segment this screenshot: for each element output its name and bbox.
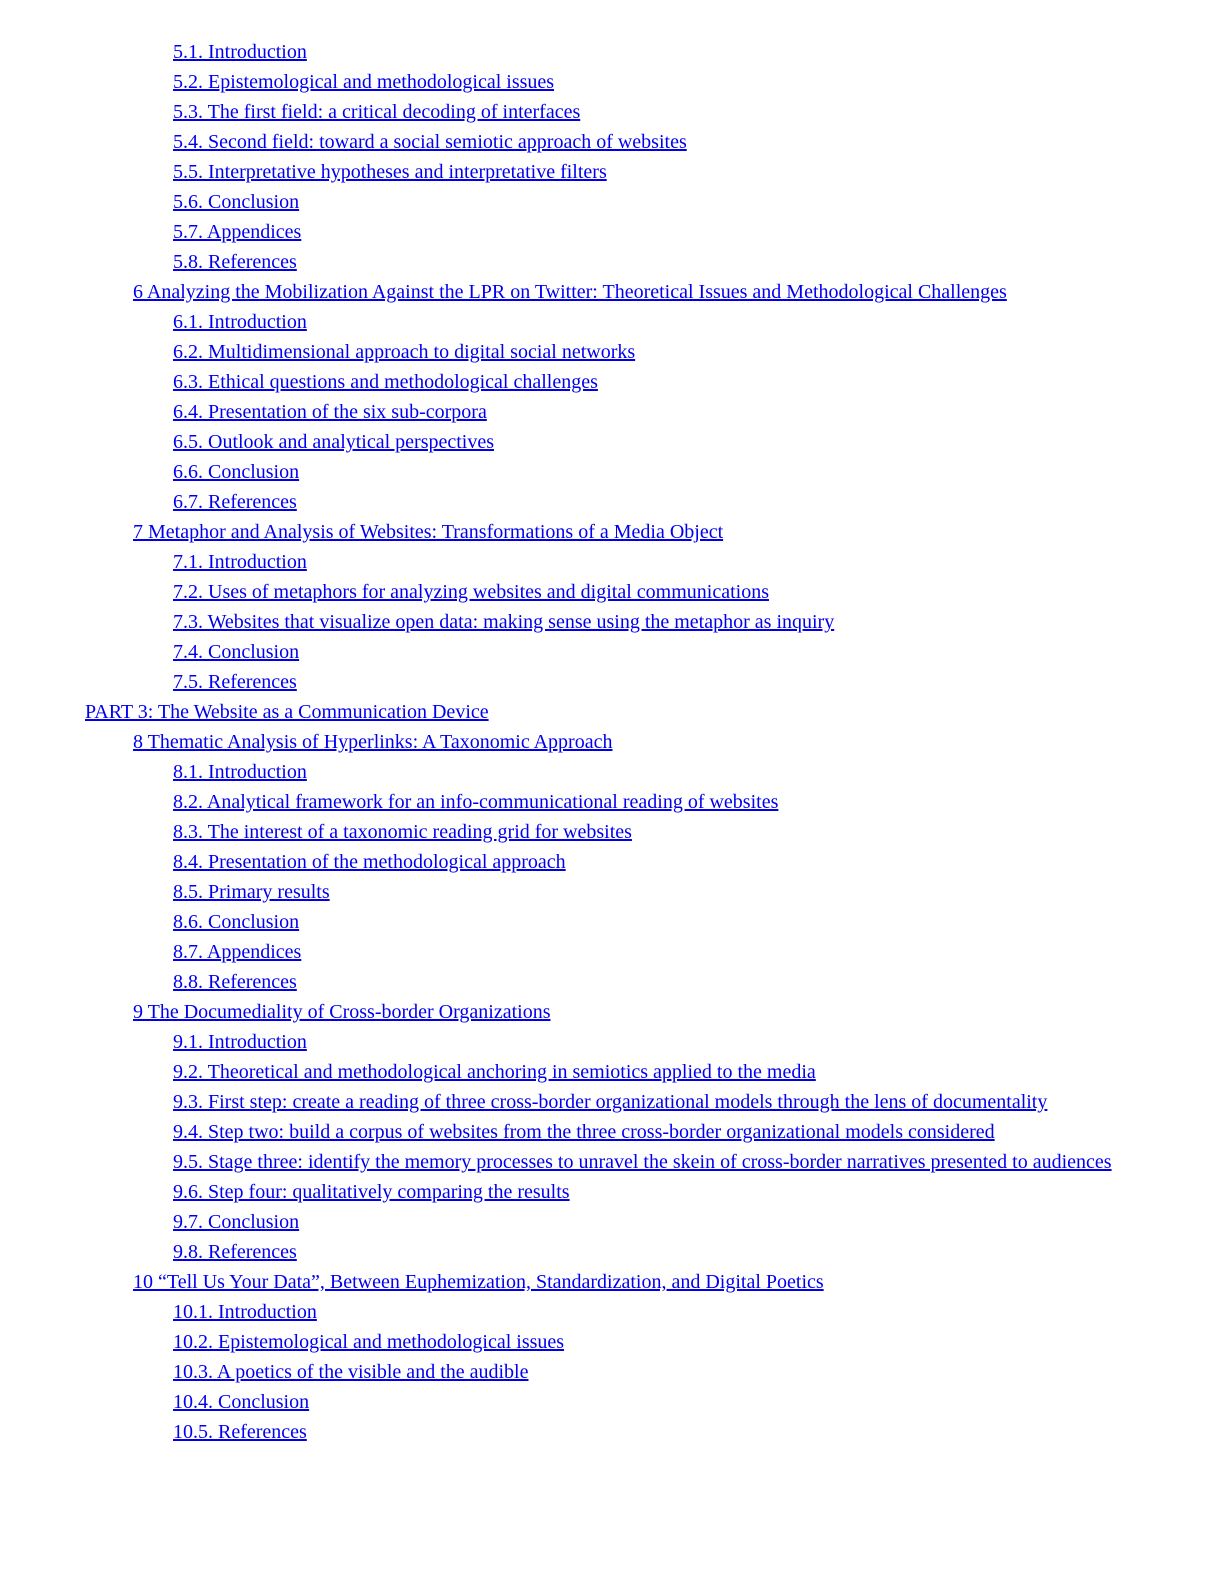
toc-entry <box>173 1210 1164 1234</box>
toc-entry <box>173 880 1164 904</box>
toc-link[interactable]: 9.3. First step: create a reading of three cross-border organizational models through the lens of documentality <box>173 1091 1048 1113</box>
toc-entry <box>173 580 1164 604</box>
toc-link[interactable]: 10.1. Introduction <box>173 1301 317 1323</box>
toc-entry <box>173 1390 1164 1414</box>
toc-link[interactable]: 10.2. Epistemological and methodological issues <box>173 1331 565 1353</box>
toc-link[interactable]: 8.8. References <box>173 971 297 993</box>
toc-entry <box>173 1360 1164 1384</box>
table-of-contents <box>85 40 1164 1444</box>
toc-link[interactable]: 8.3. The interest of a taxonomic reading grid for websites <box>173 821 632 843</box>
toc-link[interactable]: 6.3. Ethical questions and methodological challenges <box>173 371 598 393</box>
toc-link[interactable]: 9.8. References <box>173 1241 297 1263</box>
toc-entry <box>173 1420 1164 1444</box>
toc-link[interactable]: 8.1. Introduction <box>173 761 307 783</box>
toc-link[interactable]: 8.4. Presentation of the methodological approach <box>173 851 566 873</box>
toc-link[interactable]: 5.7. Appendices <box>173 221 302 243</box>
toc-entry <box>173 640 1164 664</box>
toc-entry <box>173 760 1164 784</box>
toc-link[interactable]: 10.4. Conclusion <box>173 1391 310 1413</box>
toc-link[interactable]: 9.1. Introduction <box>173 1031 307 1053</box>
toc-entry <box>173 1060 1164 1084</box>
toc-entry <box>173 610 1164 634</box>
toc-link[interactable]: 5.3. The first field: a critical decoding of interfaces <box>173 101 581 123</box>
toc-entry <box>133 280 1164 304</box>
toc-link[interactable]: 8.7. Appendices <box>173 941 302 963</box>
toc-entry <box>173 1330 1164 1354</box>
toc-link[interactable]: 8.2. Analytical framework for an info-communicational reading of websites <box>173 791 779 813</box>
toc-entry <box>133 1000 1164 1024</box>
toc-link[interactable]: 8.6. Conclusion <box>173 911 300 933</box>
toc-entry <box>173 790 1164 814</box>
toc-entry <box>173 970 1164 994</box>
toc-link[interactable]: 6.1. Introduction <box>173 311 307 333</box>
toc-entry <box>173 250 1164 274</box>
toc-link[interactable]: 5.4. Second field: toward a social semiotic approach of websites <box>173 131 687 153</box>
toc-link[interactable]: 6.7. References <box>173 491 297 513</box>
toc-entry <box>173 1090 1164 1114</box>
toc-link[interactable]: 6 Analyzing the Mobilization Against the LPR on Twitter: Theoretical Issues and Methodological Challenges <box>133 281 1007 303</box>
toc-entry <box>173 1120 1164 1144</box>
toc-link[interactable]: 5.6. Conclusion <box>173 191 300 213</box>
toc-link[interactable]: PART 3: The Website as a Communication Device <box>85 701 489 723</box>
toc-link[interactable]: 6.4. Presentation of the six sub-corpora <box>173 401 487 423</box>
toc-entry <box>173 550 1164 574</box>
toc-link[interactable]: 6.5. Outlook and analytical perspectives <box>173 431 495 453</box>
toc-entry <box>173 910 1164 934</box>
toc-entry <box>173 190 1164 214</box>
toc-link[interactable]: 9.5. Stage three: identify the memory processes to unravel the skein of cross-border narratives presented to audiences <box>173 1151 1112 1173</box>
toc-entry <box>173 490 1164 514</box>
toc-link[interactable]: 7 Metaphor and Analysis of Websites: Transformations of a Media Object <box>133 521 724 543</box>
toc-entry <box>85 700 1164 724</box>
toc-link[interactable]: 9.4. Step two: build a corpus of websites from the three cross-border organizational models considered <box>173 1121 995 1143</box>
toc-entry <box>173 820 1164 844</box>
toc-entry <box>173 850 1164 874</box>
toc-link[interactable]: 5.2. Epistemological and methodological issues <box>173 71 555 93</box>
toc-link[interactable]: 5.5. Interpretative hypotheses and interpretative filters <box>173 161 607 183</box>
toc-link[interactable]: 10 “Tell Us Your Data”, Between Euphemization, Standardization, and Digital Poetics <box>133 1271 824 1293</box>
toc-entry <box>173 1150 1164 1174</box>
toc-link[interactable]: 7.5. References <box>173 671 297 693</box>
toc-link[interactable]: 9.2. Theoretical and methodological anchoring in semiotics applied to the media <box>173 1061 816 1083</box>
toc-entry <box>173 430 1164 454</box>
toc-entry <box>173 40 1164 64</box>
toc-link[interactable]: 9.6. Step four: qualitatively comparing the results <box>173 1181 570 1203</box>
toc-link[interactable]: 10.5. References <box>173 1421 307 1443</box>
toc-entry <box>173 400 1164 424</box>
toc-link[interactable]: 6.6. Conclusion <box>173 461 300 483</box>
toc-link[interactable]: 10.3. A poetics of the visible and the audible <box>173 1361 529 1383</box>
toc-entry <box>173 100 1164 124</box>
toc-link[interactable]: 6.2. Multidimensional approach to digital social networks <box>173 341 636 363</box>
toc-entry <box>173 1180 1164 1204</box>
toc-entry <box>133 520 1164 544</box>
toc-link[interactable]: 5.8. References <box>173 251 297 273</box>
toc-link[interactable]: 8 Thematic Analysis of Hyperlinks: A Taxonomic Approach <box>133 731 613 753</box>
toc-entry <box>173 1300 1164 1324</box>
toc-entry <box>173 310 1164 334</box>
toc-entry <box>173 220 1164 244</box>
toc-entry <box>133 730 1164 754</box>
toc-entry <box>173 1240 1164 1264</box>
toc-link[interactable]: 9 The Documediality of Cross-border Organizations <box>133 1001 551 1023</box>
toc-entry <box>173 130 1164 154</box>
toc-entry <box>173 1030 1164 1054</box>
toc-entry <box>173 670 1164 694</box>
toc-link[interactable]: 7.1. Introduction <box>173 551 307 573</box>
toc-link[interactable]: 8.5. Primary results <box>173 881 330 903</box>
toc-link[interactable]: 7.4. Conclusion <box>173 641 300 663</box>
toc-entry <box>173 340 1164 364</box>
toc-link[interactable]: 9.7. Conclusion <box>173 1211 300 1233</box>
toc-entry <box>173 160 1164 184</box>
toc-entry <box>173 370 1164 394</box>
toc-link[interactable]: 7.2. Uses of metaphors for analyzing websites and digital communications <box>173 581 769 603</box>
toc-entry <box>173 460 1164 484</box>
toc-entry <box>173 940 1164 964</box>
toc-entry <box>133 1270 1164 1294</box>
toc-link[interactable]: 7.3. Websites that visualize open data: making sense using the metaphor as inquiry <box>173 611 835 633</box>
toc-link[interactable]: 5.1. Introduction <box>173 41 307 63</box>
toc-entry <box>173 70 1164 94</box>
